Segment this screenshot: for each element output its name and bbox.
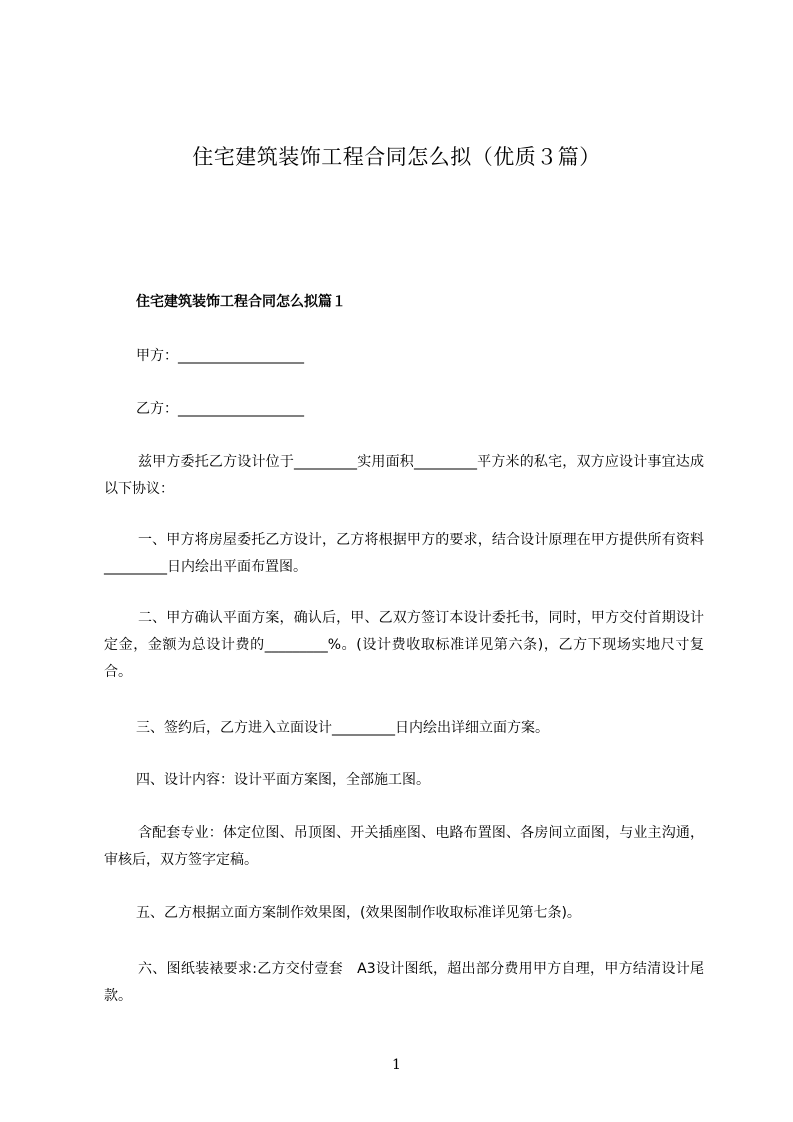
- paragraph-intro: [104, 449, 704, 503]
- page-number: 1: [392, 1057, 401, 1073]
- party-b-text: 乙方：__________________: [136, 401, 304, 417]
- paragraph-text: 含配套专业：体定位图、吊顶图、开关插座图、电路布置图、各房间立面图，与业主沟通，审核后，双方签字定稿。: [104, 825, 704, 868]
- section-heading: 住宅建筑装饰工程合同怎么拟篇１: [136, 294, 346, 310]
- paragraph-clause-4: [104, 767, 704, 794]
- paragraph-text: 四、设计内容：设计平面方案图，全部施工图。: [136, 772, 430, 788]
- paragraph-text: 六、图纸装裱要求:乙方交付壹套 A3设计图纸，超出部分费用甲方自理，甲方结清设计尾款。: [104, 961, 704, 1004]
- party-a-line: [104, 343, 704, 370]
- paragraph-clause-4-detail: [104, 820, 704, 874]
- paragraph-text: 三、签约后，乙方进入立面设计_________日内绘出详细立面方案。: [136, 720, 549, 736]
- document-title: 住宅建筑装饰工程合同怎么拟（优质３篇）: [192, 145, 601, 169]
- paragraph-text: 五、乙方根据立面方案制作效果图，(效果图制作收取标准详见第七条)。: [136, 905, 581, 921]
- paragraph-clause-3: [104, 715, 704, 742]
- paragraph-clause-1: [104, 527, 704, 581]
- paragraph-text: 二、甲方确认平面方案，确认后，甲、乙双方签订本设计委托书，同时，甲方交付首期设计定金，金额为总设计费的_________%。(设计费收取标准详见第六条)，乙方下现场实地尺寸复合。: [104, 610, 704, 680]
- paragraph-text: 兹甲方委托乙方设计位于_________实用面积_________平方米的私宅，双方应设计事宜达成以下协议：: [104, 454, 704, 497]
- paragraph-clause-2: [104, 605, 704, 686]
- party-b-line: [104, 396, 704, 423]
- paragraph-clause-5: [104, 900, 704, 927]
- party-a-text: 甲方：__________________: [136, 348, 304, 364]
- paragraph-text: 一、甲方将房屋委托乙方设计，乙方将根据甲方的要求，结合设计原理在甲方提供所有资料_________日内绘出平面布置图。: [104, 532, 704, 575]
- paragraph-clause-6: [104, 956, 704, 1010]
